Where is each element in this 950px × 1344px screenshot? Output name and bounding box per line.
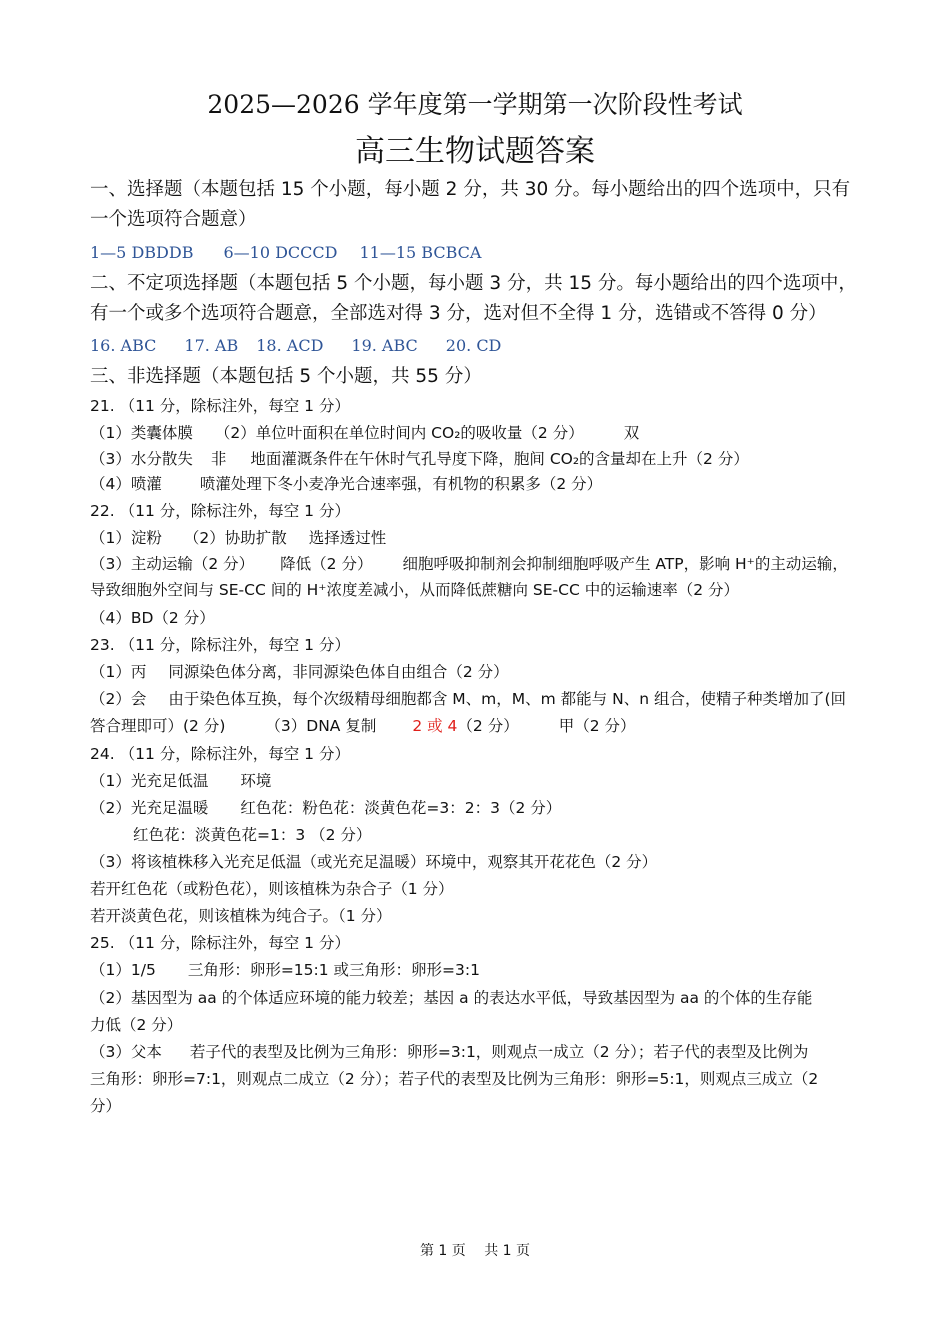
q22-ans1: （1）淀粉 [90, 529, 162, 547]
q21-ans8: 喷灌处理下冬小麦净光合速率强，有机物的积累多（2 分） [199, 475, 603, 493]
q24-ans4: 红色花：粉色花：淡黄色花=3：2：3（2 分） [240, 799, 562, 817]
q25-line2: （2）基因型为 aa 的个体适应环境的能力较差；基因 a 的表达水平低，导致基因型为 aa 的个体的生存能 [90, 989, 813, 1007]
q21-ans4: （3）水分散失 [90, 450, 193, 468]
answer-group-11-15: 11—15 BCBCA [359, 243, 482, 262]
q23-ans4-cont: 答合理即可）(2 分) [90, 717, 226, 735]
q21-ans5: 非 [210, 450, 227, 468]
section1-heading-cont: 一个选项符合题意） [90, 209, 257, 230]
q24-line5: 若开红色花（或粉色花），则该植株为杂合子（1 分） [90, 880, 454, 898]
q22-ans3: 选择透过性 [308, 529, 387, 547]
q22-ans5: 降低（2 分） [280, 555, 373, 573]
q22-ans6: 细胞呼吸抑制剂会抑制细胞呼吸产生 ATP，影响 H⁺的主动运输， [402, 555, 848, 573]
q23-line1 [90, 661, 876, 683]
q23-ans5: （3）DNA 复制 [265, 717, 377, 735]
q22-line1 [90, 527, 876, 549]
q21-heading: 21. （11 分，除标注外，每空 1 分） [90, 397, 350, 415]
q21-ans2: （2）单位叶面积在单位时间内 CO₂的吸收量（2 分） [214, 424, 584, 442]
q24-line2 [90, 797, 876, 819]
exam-title: 2025—2026 学年度第一学期第一次阶段性考试 [207, 90, 743, 119]
section2-heading: 二、不定项选择题（本题包括 5 个小题，每小题 3 分，共 15 分。每小题给出的四个选项中， [90, 273, 857, 294]
q21-line3 [90, 473, 876, 495]
q25-heading: 25. （11 分，除标注外，每空 1 分） [90, 934, 350, 952]
q21-ans6: 地面灌溉条件在午休时气孔导度下降，胞间 CO₂的含量却在上升（2 分） [250, 450, 749, 468]
q24-line6: 若开淡黄色花，则该植株为纯合子。（1 分） [90, 907, 392, 925]
q24-heading: 24. （11 分，除标注外，每空 1 分） [90, 745, 350, 763]
q25-ans4: 若子代的表型及比例为三角形：卵形=3:1，则观点一成立（2 分）；若子代的表型及比例为 [189, 1043, 809, 1061]
q22-ans2: （2）协助扩散 [183, 529, 287, 547]
q25-ans3: （3）父本 [90, 1043, 162, 1061]
q25-line1 [90, 959, 876, 981]
q24-line4: （3）将该植株移入光充足低温（或光充足温暖）环境中，观察其开花花色（2 分） [90, 853, 658, 871]
answer-16: 16. ABC [90, 336, 157, 355]
q22-heading: 22. （11 分，除标注外，每空 1 分） [90, 502, 350, 520]
q23-line3 [90, 715, 876, 737]
section1-heading: 一、选择题（本题包括 15 个小题，每小题 2 分，共 30 分。每小题给出的四个选项中，只有 [90, 179, 851, 200]
q23-ans6-score: （2 分） [457, 717, 519, 735]
answer-group-6-10: 6—10 DCCCD [223, 243, 338, 262]
q22-line4: （4）BD（2 分） [90, 609, 215, 627]
q24-ans1: （1）光充足低温 [90, 772, 209, 790]
q23-line2 [90, 688, 876, 710]
page-footer: 第 1 页 共 1 页 [419, 1243, 531, 1259]
q25-ans1: （1）1/5 [90, 961, 156, 979]
q23-heading: 23. （11 分，除标注外，每空 1 分） [90, 636, 350, 654]
q22-line3: 导致细胞外空间与 SE-CC 间的 H⁺浓度差减小，从而降低蔗糖向 SE-CC 中的运输速率（2 分） [90, 581, 740, 599]
section1-answers [90, 242, 876, 264]
q24-ans2: 环境 [240, 772, 272, 790]
section2-heading-cont: 有一个或多个选项符合题意，全部选对得 3 分，选对但不全得 1 分，选错或不答得 0 分） [90, 303, 827, 324]
q23-ans4: 由于染色体互换，每个次级精母细胞都含 M、m，M、m 都能与 N、n 组合，使精子种类增加了(回 [168, 690, 846, 708]
q24-line1 [90, 770, 876, 792]
q21-line2 [90, 448, 876, 470]
q23-ans2: 同源染色体分离，非同源染色体自由组合（2 分） [168, 663, 509, 681]
answer-17: 17. AB [184, 336, 239, 355]
q24-line3: 红色花：淡黄色花=1：3 （2 分） [133, 826, 372, 844]
q25-line4 [90, 1041, 876, 1063]
q21-ans3: 双 [623, 424, 640, 442]
q21-line1 [90, 422, 876, 444]
answer-18: 18. ACD [256, 336, 324, 355]
section3-heading: 三、非选择题（本题包括 5 个小题，共 55 分） [90, 366, 482, 387]
q25-line3: 力低（2 分） [90, 1016, 183, 1034]
answer-group-1-5: 1—5 DBDDB [90, 243, 194, 262]
q23-ans6-highlight: 2 或 4 [412, 717, 458, 735]
q22-line2 [90, 553, 876, 575]
q22-ans4: （3）主动运输（2 分） [90, 555, 255, 573]
q21-ans1: （1）类囊体膜 [90, 424, 193, 442]
q23-ans3: （2）会 [90, 690, 147, 708]
section2-answers [90, 335, 876, 357]
q25-line6: 分） [90, 1097, 122, 1115]
answer-title: 高三生物试题答案 [355, 134, 595, 169]
q25-ans2: 三角形：卵形=15:1 或三角形：卵形=3:1 [187, 961, 480, 979]
q25-line5: 三角形：卵形=7:1，则观点二成立（2 分）；若子代的表型及比例为三角形：卵形=5:1，则观点三成立（2 [90, 1070, 819, 1088]
q24-ans3: （2）光充足温暖 [90, 799, 209, 817]
q23-ans1: （1）丙 [90, 663, 147, 681]
answer-20: 20. CD [445, 336, 502, 355]
q23-ans7: 甲（2 分） [558, 717, 636, 735]
answer-19: 19. ABC [351, 336, 418, 355]
q21-ans7: （4）喷灌 [90, 475, 162, 493]
